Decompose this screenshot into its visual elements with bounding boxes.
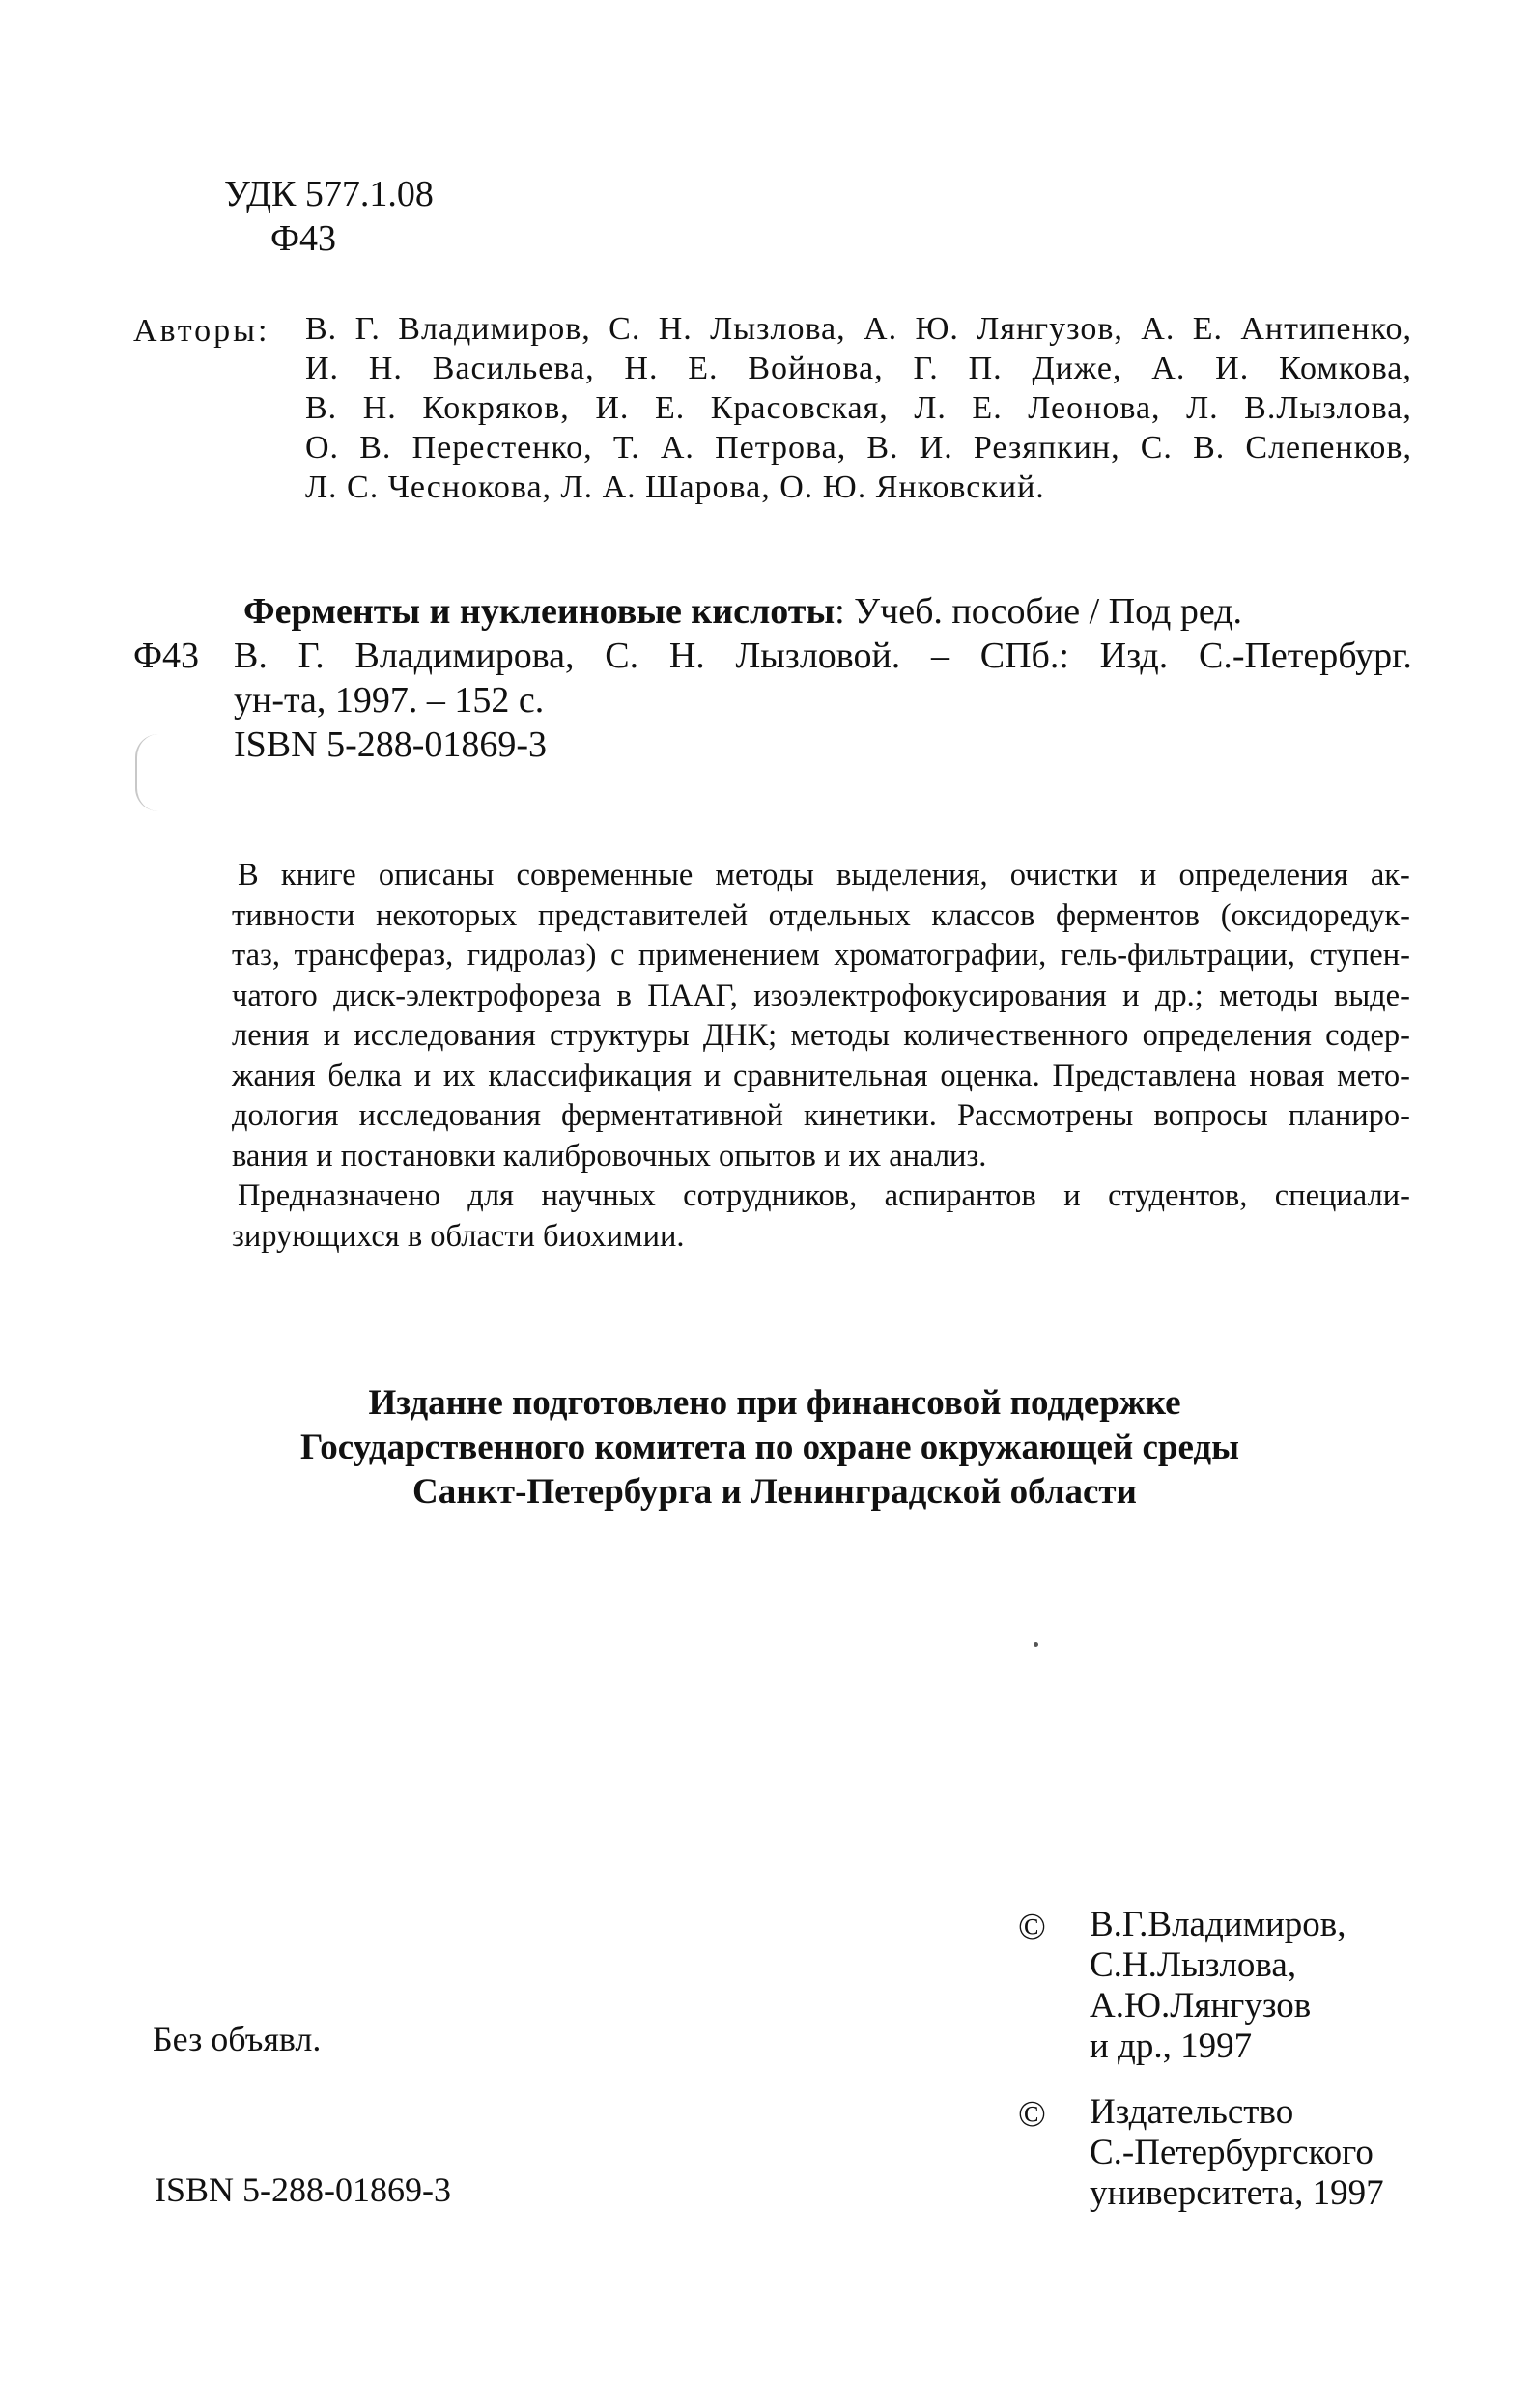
word: С. (1140, 430, 1173, 466)
word: исследования (354, 1018, 536, 1053)
word: хроматографии, (834, 938, 1047, 973)
word: А. (864, 311, 898, 347)
copyright-symbol: © (1018, 2094, 1046, 2135)
word: В. (359, 430, 392, 466)
word: студентов, (1108, 1178, 1248, 1213)
word: – (931, 636, 950, 676)
bibliographic-record (234, 589, 1412, 767)
book-title-suffix: : Учеб. пособие / Под ред. (835, 591, 1243, 632)
word: Перестенко, (411, 430, 593, 466)
word: Е. (1192, 311, 1223, 347)
word: жания (232, 1058, 316, 1093)
word: количественного (903, 1018, 1129, 1053)
word: В. (866, 430, 899, 466)
annotation-line (232, 1016, 1410, 1057)
word: классификация (488, 1058, 692, 1093)
word: С. (605, 636, 639, 676)
word: методы (790, 1018, 890, 1053)
word: оценка. (940, 1058, 1040, 1093)
word: ДНК; (702, 1018, 778, 1053)
word: в (616, 977, 632, 1013)
word: Представлена (1052, 1058, 1237, 1093)
book-title: Ферменты и нуклеиновые кислоты (243, 591, 836, 632)
copyright-line: и др., 1997 (1090, 2026, 1253, 2066)
word: П. (968, 351, 1003, 386)
word: мето- (1337, 1058, 1410, 1093)
word: применением (638, 938, 820, 973)
authors-line (305, 349, 1412, 388)
word: новая (1249, 1058, 1325, 1093)
word: В. (305, 311, 338, 347)
annotation-line (232, 936, 1410, 977)
word: ферментов (1056, 897, 1200, 933)
word: некоторых (376, 897, 518, 933)
support-line: Изданне подготовлено при финансовой поддержке (368, 1383, 1181, 1423)
word: сотрудников, (683, 1178, 858, 1213)
word: выде- (1333, 977, 1410, 1013)
word: планиро- (1288, 1098, 1410, 1133)
word: Лызловой. (735, 636, 901, 676)
word: Владимиров, (398, 311, 591, 347)
word: Антипенко, (1240, 311, 1412, 347)
udc-block (224, 172, 434, 261)
annotation-line: вания и постановки калибровочных опытов и их анализ. (232, 1138, 987, 1174)
word: (оксидоредук- (1220, 897, 1410, 933)
word: И. (595, 390, 630, 426)
word: выделения, (836, 858, 988, 892)
word: Лызлова, (710, 311, 846, 347)
word: таз, (232, 938, 280, 973)
word: Изд. (1099, 636, 1169, 676)
word: тивности (232, 897, 355, 933)
word: сравнительная (732, 1058, 928, 1093)
word: В (238, 858, 259, 892)
annotation-line (232, 1096, 1410, 1137)
authors-line (305, 388, 1412, 428)
word: Н. (362, 390, 397, 426)
word: ПААГ, (647, 977, 738, 1013)
word: и (703, 1058, 722, 1093)
word: и (323, 1018, 341, 1053)
annotation (232, 856, 1410, 1257)
word: А. (660, 430, 694, 466)
word: ак- (1370, 858, 1410, 892)
word: др.; (1154, 977, 1204, 1013)
word: Е. (688, 351, 719, 386)
annotation-line (232, 1057, 1410, 1097)
copyright-symbol: © (1018, 1907, 1046, 1947)
word: Г. (354, 311, 381, 347)
biblio-line (234, 589, 1412, 634)
word: кинетики. (803, 1098, 937, 1133)
word: Н. (668, 636, 705, 676)
word: Лянгузов, (977, 311, 1123, 347)
word: гель-фильтрации, (1060, 938, 1295, 973)
word: В. (1193, 430, 1226, 466)
word: структуры (549, 1018, 690, 1053)
word: с (610, 938, 625, 973)
word: для (468, 1178, 514, 1213)
word: отдельных (768, 897, 911, 933)
biblio-line: ун-та, 1997. – 152 с. (234, 680, 545, 721)
word: методы (1219, 977, 1318, 1013)
word: Диже, (1032, 351, 1122, 386)
word: Е. (972, 390, 1003, 426)
word: методы (715, 858, 814, 892)
word: книге (280, 858, 356, 892)
word: дология (232, 1098, 339, 1133)
word: вопросы (1153, 1098, 1268, 1133)
word: и (1122, 977, 1140, 1013)
word: чатого (232, 977, 318, 1013)
word: И. (919, 430, 953, 466)
word: Васильева, (432, 351, 595, 386)
annotation-line (232, 856, 1410, 896)
word: А. (1141, 311, 1176, 347)
word: Г. (913, 351, 939, 386)
support-line: Государственного комитета по охране окружающей среды (299, 1428, 1240, 1467)
word: специали- (1274, 1178, 1410, 1213)
word: ступен- (1309, 938, 1410, 973)
udc-code: УДК 577.1.08 (224, 174, 434, 214)
word: А. (1151, 351, 1186, 386)
copyright-line: С.Н.Лызлова, (1090, 1945, 1297, 1985)
word: их (442, 1058, 476, 1093)
word: содер- (1325, 1018, 1410, 1053)
word: СПб.: (979, 636, 1069, 676)
word: Слепенков, (1245, 430, 1412, 466)
word: Кокряков, (422, 390, 570, 426)
annotation-line (232, 1176, 1410, 1217)
word: Красовская, (710, 390, 889, 426)
authors-line (305, 428, 1412, 467)
annotation-line: зирующихся в области биохимии. (232, 1218, 685, 1254)
word: и (1063, 1178, 1081, 1213)
word: ления (232, 1018, 310, 1053)
word: Т. (612, 430, 640, 466)
annotation-line (232, 977, 1410, 1017)
word: ферментативной (561, 1098, 783, 1133)
word: и (413, 1058, 432, 1093)
word: Войнова, (748, 351, 884, 386)
word: И. (305, 351, 340, 386)
word: О. (305, 430, 340, 466)
word: очистки (1009, 858, 1118, 892)
word: Резяпкин, (973, 430, 1120, 466)
authors-line: Л. С. Чеснокова, Л. А. Шарова, О. Ю. Янковский. (305, 469, 1045, 505)
word: В. (234, 636, 268, 676)
word: определения (1142, 1018, 1312, 1053)
word: С.-Петербург. (1198, 636, 1412, 676)
word: Владимирова, (354, 636, 575, 676)
word: научных (541, 1178, 656, 1213)
word: Н. (624, 351, 659, 386)
word: исследования (358, 1098, 541, 1133)
margin-mark (135, 734, 158, 811)
word: С. (609, 311, 641, 347)
word: Н. (368, 351, 403, 386)
word: представителей (537, 897, 748, 933)
word: трансфераз, (294, 938, 454, 973)
word: и (1139, 858, 1157, 892)
word: Комкова, (1279, 351, 1412, 386)
copyright-line: Издательство (1090, 2092, 1294, 2132)
word: Предназначено (238, 1178, 440, 1213)
word: Рассмотрены (956, 1098, 1134, 1133)
word: описаны (378, 858, 495, 892)
word: определения (1178, 858, 1348, 892)
annotation-line (232, 896, 1410, 937)
support-notice (0, 1381, 1530, 1515)
word: Ю. (915, 311, 959, 347)
copyright-line: С.-Петербургского (1090, 2133, 1374, 2172)
copyright-line: университета, 1997 (1090, 2173, 1384, 2213)
word: Г. (298, 636, 325, 676)
no-announcement-note: Без объявл. (153, 2020, 322, 2058)
word: В.Лызлова, (1244, 390, 1412, 426)
word: белка (327, 1058, 402, 1093)
word: Н. (658, 311, 693, 347)
udc-class-code: Ф43 (270, 218, 337, 259)
word: И. (1215, 351, 1250, 386)
word: Петрова, (715, 430, 847, 466)
biblio-class-code: Ф43 (133, 636, 200, 676)
copyright-line: В.Г.Владимиров, (1090, 1905, 1346, 1944)
word: диск-электрофореза (333, 977, 602, 1013)
authors-line (305, 309, 1412, 349)
word: изоэлектрофокусирования (753, 977, 1107, 1013)
word: В. (305, 390, 338, 426)
word: Леонова, (1028, 390, 1161, 426)
support-line: Санкт-Петербурга и Ленинградской области (412, 1472, 1137, 1512)
speck (1034, 1642, 1038, 1647)
word: современные (516, 858, 694, 892)
word: Л. (914, 390, 947, 426)
biblio-line (234, 634, 1412, 678)
authors-label: Авторы: (133, 313, 270, 349)
word: аспирантов (884, 1178, 1036, 1213)
word: Е. (654, 390, 686, 426)
biblio-isbn: ISBN 5-288-01869-3 (234, 724, 548, 765)
footer-isbn: ISBN 5-288-01869-3 (155, 2170, 451, 2209)
word: классов (931, 897, 1035, 933)
word: гидролаз) (467, 938, 597, 973)
copyright-line: А.Ю.Лянгузов (1090, 1986, 1312, 2026)
authors-list (305, 309, 1412, 507)
word: Л. (1186, 390, 1219, 426)
